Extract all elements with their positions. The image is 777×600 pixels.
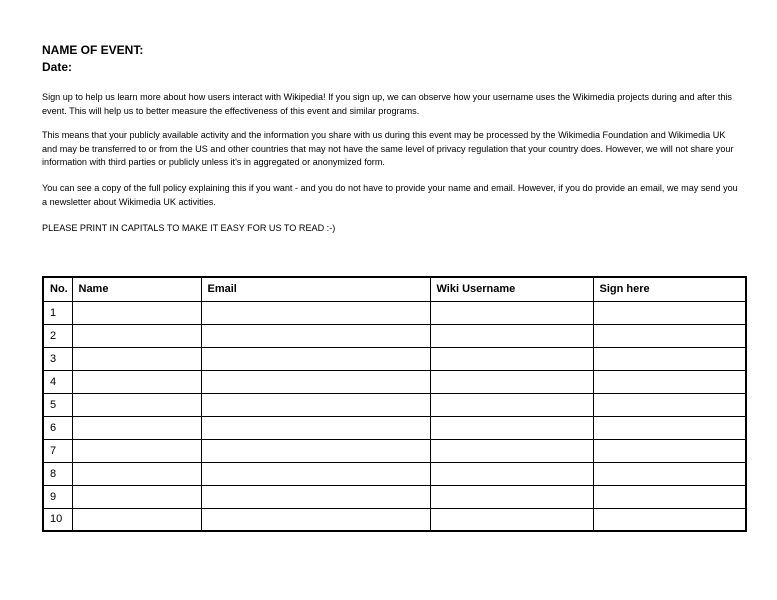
- wiki-username-cell[interactable]: [430, 416, 593, 439]
- signature-cell[interactable]: [593, 324, 746, 347]
- email-cell[interactable]: [201, 393, 430, 416]
- header-email: Email: [201, 277, 430, 301]
- intro-paragraph: Sign up to help us learn more about how users interact with Wikipedia! If you sign up, we can observe how your username uses the Wikimedia projects during and after this event. This will help us to better measure the effectiveness of this event and similar programs.: [42, 92, 732, 116]
- signature-cell[interactable]: [593, 439, 746, 462]
- name-cell[interactable]: [72, 416, 201, 439]
- table-row: [43, 462, 746, 485]
- email-cell[interactable]: [201, 324, 430, 347]
- row-number: 5: [43, 393, 72, 416]
- table-row: [43, 393, 746, 416]
- wiki-username-cell[interactable]: [430, 485, 593, 508]
- name-cell[interactable]: [72, 347, 201, 370]
- signature-cell[interactable]: [593, 416, 746, 439]
- header-name: Name: [72, 277, 201, 301]
- wiki-username-cell[interactable]: [430, 393, 593, 416]
- wiki-username-cell[interactable]: [430, 347, 593, 370]
- table-header-row: [43, 277, 746, 301]
- row-number: 9: [43, 485, 72, 508]
- signature-cell[interactable]: [593, 462, 746, 485]
- row-number: 2: [43, 324, 72, 347]
- email-cell[interactable]: [201, 416, 430, 439]
- email-cell[interactable]: [201, 485, 430, 508]
- row-number: 10: [43, 508, 72, 531]
- email-cell[interactable]: [201, 347, 430, 370]
- policy-paragraph: You can see a copy of the full policy explaining this if you want - and you do not have to provide your name and email. However, if you do provide an email, we may send you a newsletter about Wikimedia UK activities.: [42, 183, 738, 207]
- wiki-username-cell[interactable]: [430, 462, 593, 485]
- capitals-instruction: PLEASE PRINT IN CAPITALS TO MAKE IT EASY FOR US TO READ :-): [42, 223, 336, 233]
- row-number: 1: [43, 301, 72, 324]
- email-cell[interactable]: [201, 508, 430, 531]
- wiki-username-cell[interactable]: [430, 324, 593, 347]
- header-wiki-username: Wiki Username: [430, 277, 593, 301]
- wiki-username-cell[interactable]: [430, 508, 593, 531]
- name-cell[interactable]: [72, 370, 201, 393]
- privacy-paragraph: This means that your publicly available activity and the information you share with us during this event may be processed by the Wikimedia Foundation and Wikimedia UK and may be transferred to or from the US and other countries that may not have the same level of privacy regulation that your country does. However, we will not share your information with third parties or publicly unless it's in aggregated or anonymized form.: [42, 130, 734, 167]
- wiki-username-cell[interactable]: [430, 439, 593, 462]
- email-cell[interactable]: [201, 370, 430, 393]
- wiki-username-cell[interactable]: [430, 370, 593, 393]
- table-row: [43, 324, 746, 347]
- row-number: 8: [43, 462, 72, 485]
- row-number: 7: [43, 439, 72, 462]
- signature-cell[interactable]: [593, 301, 746, 324]
- name-cell[interactable]: [72, 324, 201, 347]
- table-row: [43, 370, 746, 393]
- name-cell[interactable]: [72, 508, 201, 531]
- header-no: No.: [43, 277, 72, 301]
- signature-cell[interactable]: [593, 508, 746, 531]
- name-cell[interactable]: [72, 393, 201, 416]
- table-row: [43, 439, 746, 462]
- table-row: [43, 347, 746, 370]
- signature-cell[interactable]: [593, 347, 746, 370]
- name-cell[interactable]: [72, 462, 201, 485]
- table-row: [43, 301, 746, 324]
- email-cell[interactable]: [201, 439, 430, 462]
- email-cell[interactable]: [201, 301, 430, 324]
- email-cell[interactable]: [201, 462, 430, 485]
- name-cell[interactable]: [72, 301, 201, 324]
- event-date-label: Date:: [42, 60, 73, 74]
- row-number: 6: [43, 416, 72, 439]
- name-cell[interactable]: [72, 485, 201, 508]
- signup-table: [42, 276, 747, 532]
- wiki-username-cell[interactable]: [430, 301, 593, 324]
- name-cell[interactable]: [72, 439, 201, 462]
- row-number: 3: [43, 347, 72, 370]
- event-name-label: NAME OF EVENT:: [42, 43, 144, 57]
- header-sign-here: Sign here: [593, 277, 746, 301]
- signature-cell[interactable]: [593, 393, 746, 416]
- table-row: [43, 508, 746, 531]
- table-row: [43, 485, 746, 508]
- signature-cell[interactable]: [593, 485, 746, 508]
- table-row: [43, 416, 746, 439]
- signature-cell[interactable]: [593, 370, 746, 393]
- row-number: 4: [43, 370, 72, 393]
- signup-rows: [43, 301, 746, 531]
